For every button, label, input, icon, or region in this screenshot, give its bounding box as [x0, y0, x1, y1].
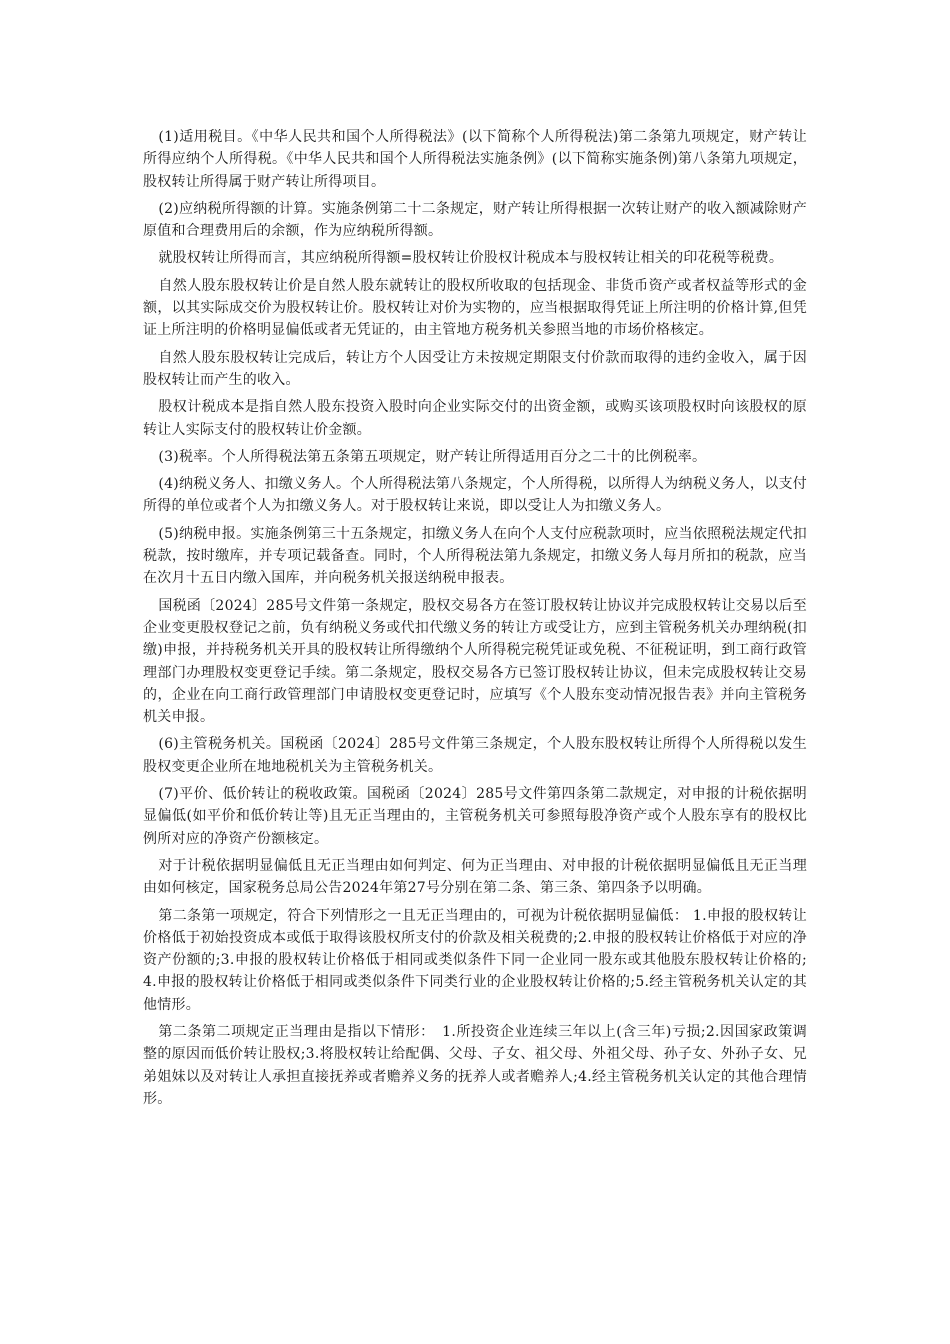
paragraph-6: 股权计税成本是指自然人股东投资入股时向企业实际交付的出资金额，或购买该项股权时向该股权的原转让人实际支付的股权转让价金额。 — [143, 399, 807, 438]
paragraph-12: (7)平价、低价转让的税收政策。国税函〔2024〕285号文件第四条第二款规定，对申报的计税依据明显偏低(如平价和低价转让等)且无正当理由的，主管税务机关可参照每股净资产或个人股东享有的股权比例所对应的净资产份额核定。 — [143, 786, 807, 847]
paragraph-1: (1)适用税目。《中华人民共和国个人所得税法》(以下简称个人所得税法)第二条第九项规定，财产转让所得应纳个人所得税。《中华人民共和国个人所得税法实施条例》(以下简称实施条例)第八条第九项规定，股权转让所得属于财产转让所得项目。 — [143, 129, 807, 190]
paragraph-15: 第二条第二项规定正当理由是指以下情形： 1.所投资企业连续三年以上(含三年)亏损;2.因国家政策调整的原因而低价转让股权;3.将股权转让给配偶、父母、子女、祖父母、外祖父母、孙子女、外孙子女、兄弟姐妹以及对转让人承担直接抚养或者赡养义务的抚养人或者赡养人;4.经主管税务机关认定的其他合理情形。 — [143, 1023, 807, 1107]
paragraph-4: 自然人股东股权转让价是自然人股东就转让的股权所收取的包括现金、非货币资产或者权益等形式的金额，以其实际成交价为股权转让价。股权转让对价为实物的，应当根据取得凭证上所注明的价格计算,但凭证上所注明的价格明显偏低或者无凭证的，由主管地方税务机关参照当地的市场价格核定。 — [143, 277, 807, 339]
paragraph-2: (2)应纳税所得额的计算。实施条例第二十二条规定，财产转让所得根据一次转让财产的收入额减除财产原值和合理费用后的余额，作为应纳税所得额。 — [143, 200, 807, 240]
paragraph-9: (5)纳税申报。实施条例第三十五条规定，扣缴义务人在向个人支付应税款项时，应当依照税法规定代扣税款，按时缴库，并专项记载备查。同时，个人所得税法第九条规定，扣缴义务人每月所扣的税款，应当在次月十五日内缴入国库，并向税务机关报送纳税申报表。 — [143, 525, 807, 587]
paragraph-8: (4)纳税义务人、扣缴义务人。个人所得税法第八条规定，个人所得税，以所得人为纳税义务人，以支付所得的单位或者个人为扣缴义务人。对于股权转让来说，即以受让人为扣缴义务人。 — [143, 476, 807, 515]
paragraph-13: 对于计税依据明显偏低且无正当理由如何判定、何为正当理由、对申报的计税依据明显偏低且无正当理由如何核定，国家税务总局公告2024年第27号分别在第二条、第三条、第四条予以明确。 — [143, 857, 807, 897]
paragraph-14: 第二条第一项规定，符合下列情形之一且无正当理由的，可视为计税依据明显偏低： 1.申报的股权转让价格低于初始投资成本或低于取得该股权所支付的价款及相关税费的;2.申报的股权转让价格低于对应的净资产份额的;3.申报的股权转让价格低于相同或类似条件下同一企业同一股东或其他股东股权转让价格的;4.申报的股权转让价格低于相同或类似条件下同类行业的企业股权转让价格的;5.经主管税务机关认定的其他情形。 — [143, 907, 807, 1013]
paragraph-5: 自然人股东股权转让完成后，转让方个人因受让方未按规定期限支付价款而取得的违约金收入，属于因股权转让而产生的收入。 — [143, 349, 807, 388]
paragraph-10: 国税函〔2024〕285号文件第一条规定，股权交易各方在签订股权转让协议并完成股权转让交易以后至企业变更股权登记之前，负有纳税义务或代扣代缴义务的转让方或受让方，应到主管税务机关办理纳税(扣缴)申报，并持税务机关开具的股权转让所得缴纳个人所得税完税凭证或免税、不征税证明，到工商行政管理部门办理股权变更登记手续。第二条规定，股权交易各方已签订股权转让协议，但未完成股权转让交易的，企业在向工商行政管理部门申请股权变更登记时，应填写《个人股东变动情况报告表》并向主管税务机关申报。 — [143, 597, 807, 726]
paragraph-7: (3)税率。个人所得税法第五条第五项规定，财产转让所得适用百分之二十的比例税率。 — [158, 448, 707, 465]
paragraph-11: (6)主管税务机关。国税函〔2024〕285号文件第三条规定，个人股东股权转让所得个人所得税以发生股权变更企业所在地地税机关为主管税务机关。 — [143, 736, 807, 775]
paragraph-3: 就股权转让所得而言，其应纳税所得额=股权转让价股权计税成本与股权转让相关的印花税等税费。 — [158, 250, 784, 267]
document-body — [143, 126, 807, 1115]
